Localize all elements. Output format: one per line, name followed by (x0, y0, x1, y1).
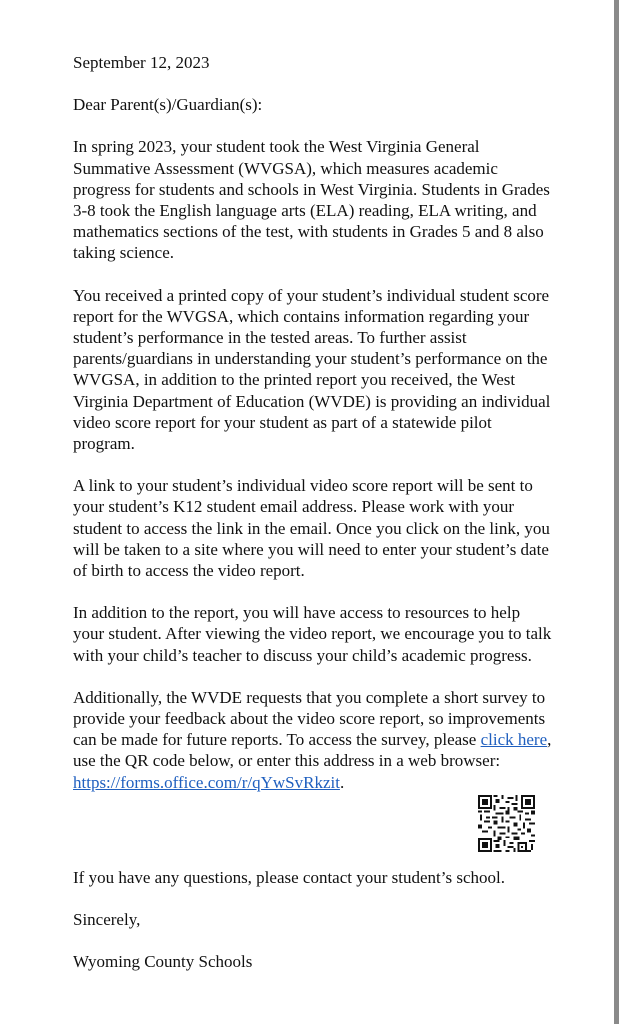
letter-body (73, 52, 553, 973)
letter-greeting: Dear Parent(s)/Guardian(s): (73, 95, 263, 115)
survey-url-link[interactable]: https://forms.office.com/r/qYwSvRkzit (73, 772, 340, 792)
page-edge-border (614, 0, 619, 1024)
paragraph-printed-report: You received a printed copy of your student’s individual student score report for the WVGSA, which contains information regarding your student’s performance in the tested areas. To further assist parents/guardians in understanding your student’s performance on the WVGSA, in addition to the printed report you received, the West Virginia Department of Education (WVDE) is providing an individual video score report for your student as part of a statewide pilot program. (73, 285, 551, 454)
survey-text-end: . (339, 772, 345, 792)
paragraph-resources: In addition to the report, you will have access to resources to help your student. After viewing the video report, we encourage you to talk with your child’s teacher to discuss your child’s academic progress. (73, 603, 552, 665)
survey-text-mid: , use the QR code below, or enter this address in a web browser: (73, 730, 552, 771)
paragraph-assessment: In spring 2023, your student took the West Virginia General Summative Assessment (WVGSA), which measures academic progress for students and schools in West Virginia. Students in Grades 3-8 took the English language arts (ELA) reading, ELA writing, and mathematics sections of the test, with students in Grades 5 and 8 also taking science. (73, 137, 550, 263)
questions-line: If you have any questions, please contact your student’s school. (73, 867, 505, 887)
survey-text-start: Additionally, the WVDE requests that you complete a short survey to provide your feedback about the video score report, so improvements can be made for future reports. To access the survey, please (73, 687, 546, 750)
click-here-link[interactable]: click here (480, 730, 548, 750)
closing-line: Sincerely, (73, 910, 141, 930)
qr-code-area (73, 795, 553, 859)
signature-line: Wyoming County Schools (73, 952, 253, 972)
qr-code-icon[interactable] (478, 795, 535, 852)
paragraph-video-link: A link to your student’s individual video score report will be sent to your student’s K12 student email address. Please work with your student to access the link in the email. Once you click on the link, you will be taken to a site where you will need to enter your student’s date of birth to access the video report. (73, 476, 550, 581)
letter-date: September 12, 2023 (73, 53, 210, 72)
paragraph-survey (73, 687, 553, 793)
